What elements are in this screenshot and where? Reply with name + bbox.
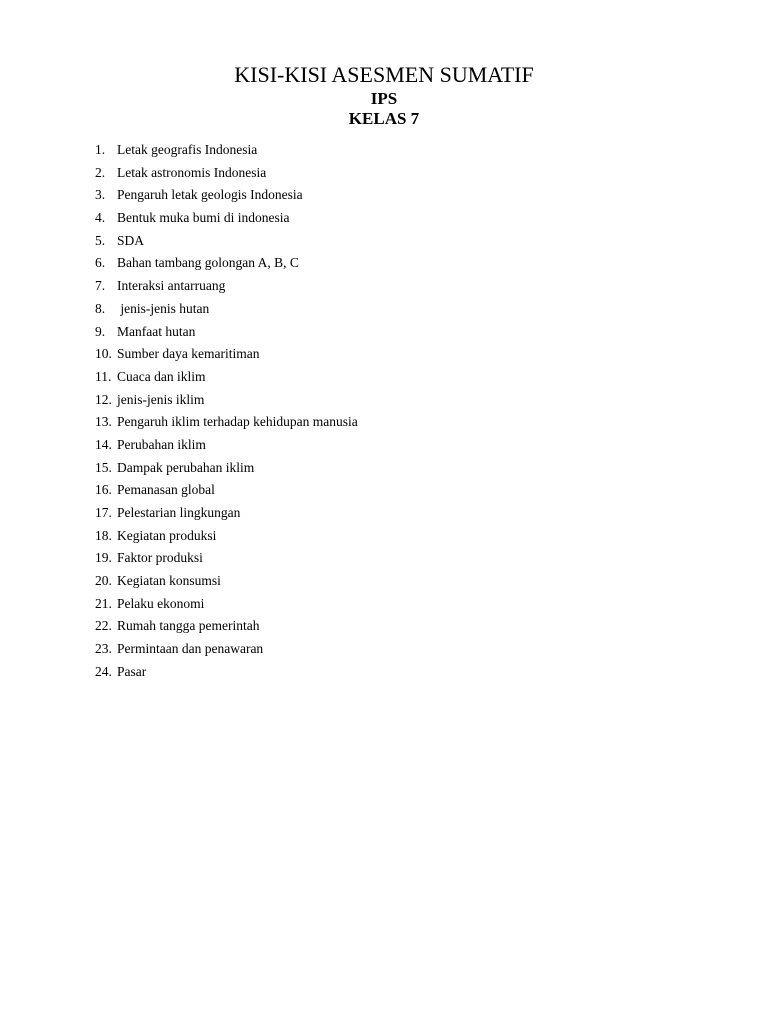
list-item-number: 1. bbox=[95, 142, 106, 157]
list-item-text: Kegiatan konsumsi bbox=[117, 573, 221, 589]
list-item-number: 10. bbox=[95, 346, 112, 362]
document-title: KISI-KISI ASESMEN SUMATIF bbox=[234, 62, 534, 87]
list-item-text: Letak geografis Indonesia bbox=[117, 142, 258, 157]
list-item-number: 21. bbox=[95, 595, 112, 611]
list-item-number: 16. bbox=[95, 482, 112, 498]
list-item bbox=[95, 367, 358, 390]
list-item-text: Pelaku ekonomi bbox=[117, 595, 205, 611]
list-item-number: 15. bbox=[95, 459, 112, 475]
list-item bbox=[95, 662, 358, 685]
list-item-text: Bentuk muka bumi di indonesia bbox=[117, 210, 290, 226]
list-item bbox=[95, 163, 358, 186]
list-item-text: SDA bbox=[117, 232, 145, 248]
list-item-text: Faktor produksi bbox=[117, 550, 203, 566]
list-item bbox=[95, 526, 358, 549]
list-item-number: 3. bbox=[95, 187, 106, 203]
list-item-text: Pengaruh letak geologis Indonesia bbox=[117, 187, 303, 203]
list-item-text: Perubahan iklim bbox=[117, 436, 206, 452]
list-item bbox=[95, 344, 358, 367]
list-item-text: Permintaan dan penawaran bbox=[117, 641, 264, 657]
list-item-number: 12. bbox=[95, 391, 112, 407]
list-item-text: Pemanasan global bbox=[117, 482, 215, 498]
list-item-text: Letak astronomis Indonesia bbox=[117, 164, 267, 180]
list-item bbox=[95, 594, 358, 617]
list-item-number: 5. bbox=[95, 232, 106, 248]
list-item bbox=[95, 299, 358, 322]
list-item-text: Cuaca dan iklim bbox=[117, 368, 206, 384]
list-item-number: 19. bbox=[95, 550, 112, 566]
list-item-text: Pengaruh iklim terhadap kehidupan manusia bbox=[117, 414, 358, 430]
list-item bbox=[95, 390, 358, 413]
list-item-number: 13. bbox=[95, 414, 112, 430]
list-item-number: 11. bbox=[95, 368, 112, 384]
list-item-number: 17. bbox=[95, 505, 112, 520]
list-item-text: Bahan tambang golongan A, B, C bbox=[117, 255, 299, 271]
list-item bbox=[95, 503, 358, 526]
list-item-number: 8. bbox=[95, 300, 106, 316]
list-item-number: 20. bbox=[95, 573, 112, 589]
list-item bbox=[95, 412, 358, 435]
list-item-text: jenis-jenis hutan bbox=[117, 300, 210, 316]
topic-list bbox=[95, 140, 358, 685]
list-item bbox=[95, 140, 358, 163]
list-item-number: 6. bbox=[95, 255, 106, 271]
list-item-number: 14. bbox=[95, 436, 112, 452]
list-item-number: 22. bbox=[95, 618, 112, 634]
document-grade: KELAS 7 bbox=[348, 109, 420, 128]
list-item bbox=[95, 639, 358, 662]
list-item-number: 18. bbox=[95, 527, 112, 543]
list-item bbox=[95, 548, 358, 571]
list-item-text: Rumah tangga pemerintah bbox=[117, 618, 260, 634]
list-item bbox=[95, 276, 358, 299]
list-item bbox=[95, 435, 358, 458]
document-subject: IPS bbox=[370, 89, 398, 108]
list-item bbox=[95, 231, 358, 254]
list-item-number: 4. bbox=[95, 210, 106, 226]
list-item-text: jenis-jenis iklim bbox=[117, 391, 205, 407]
list-item-text: Interaksi antarruang bbox=[117, 278, 226, 294]
list-item-number: 9. bbox=[95, 323, 106, 339]
list-item-text: Pelestarian lingkungan bbox=[117, 505, 241, 520]
list-item-number: 23. bbox=[95, 641, 112, 657]
list-item-text: Kegiatan produksi bbox=[117, 527, 217, 543]
list-item-number: 2. bbox=[95, 164, 106, 180]
list-item bbox=[95, 571, 358, 594]
list-item bbox=[95, 458, 358, 481]
list-item-text: Pasar bbox=[117, 663, 147, 679]
list-item-text: Dampak perubahan iklim bbox=[117, 459, 255, 475]
list-item bbox=[95, 480, 358, 503]
list-item-text: Sumber daya kemaritiman bbox=[117, 346, 260, 362]
list-item bbox=[95, 208, 358, 231]
list-item bbox=[95, 185, 358, 208]
list-item bbox=[95, 322, 358, 345]
list-item bbox=[95, 253, 358, 276]
list-item-number: 24. bbox=[95, 663, 112, 679]
list-item-number: 7. bbox=[95, 278, 106, 294]
list-item-text: Manfaat hutan bbox=[117, 323, 196, 339]
list-item bbox=[95, 616, 358, 639]
